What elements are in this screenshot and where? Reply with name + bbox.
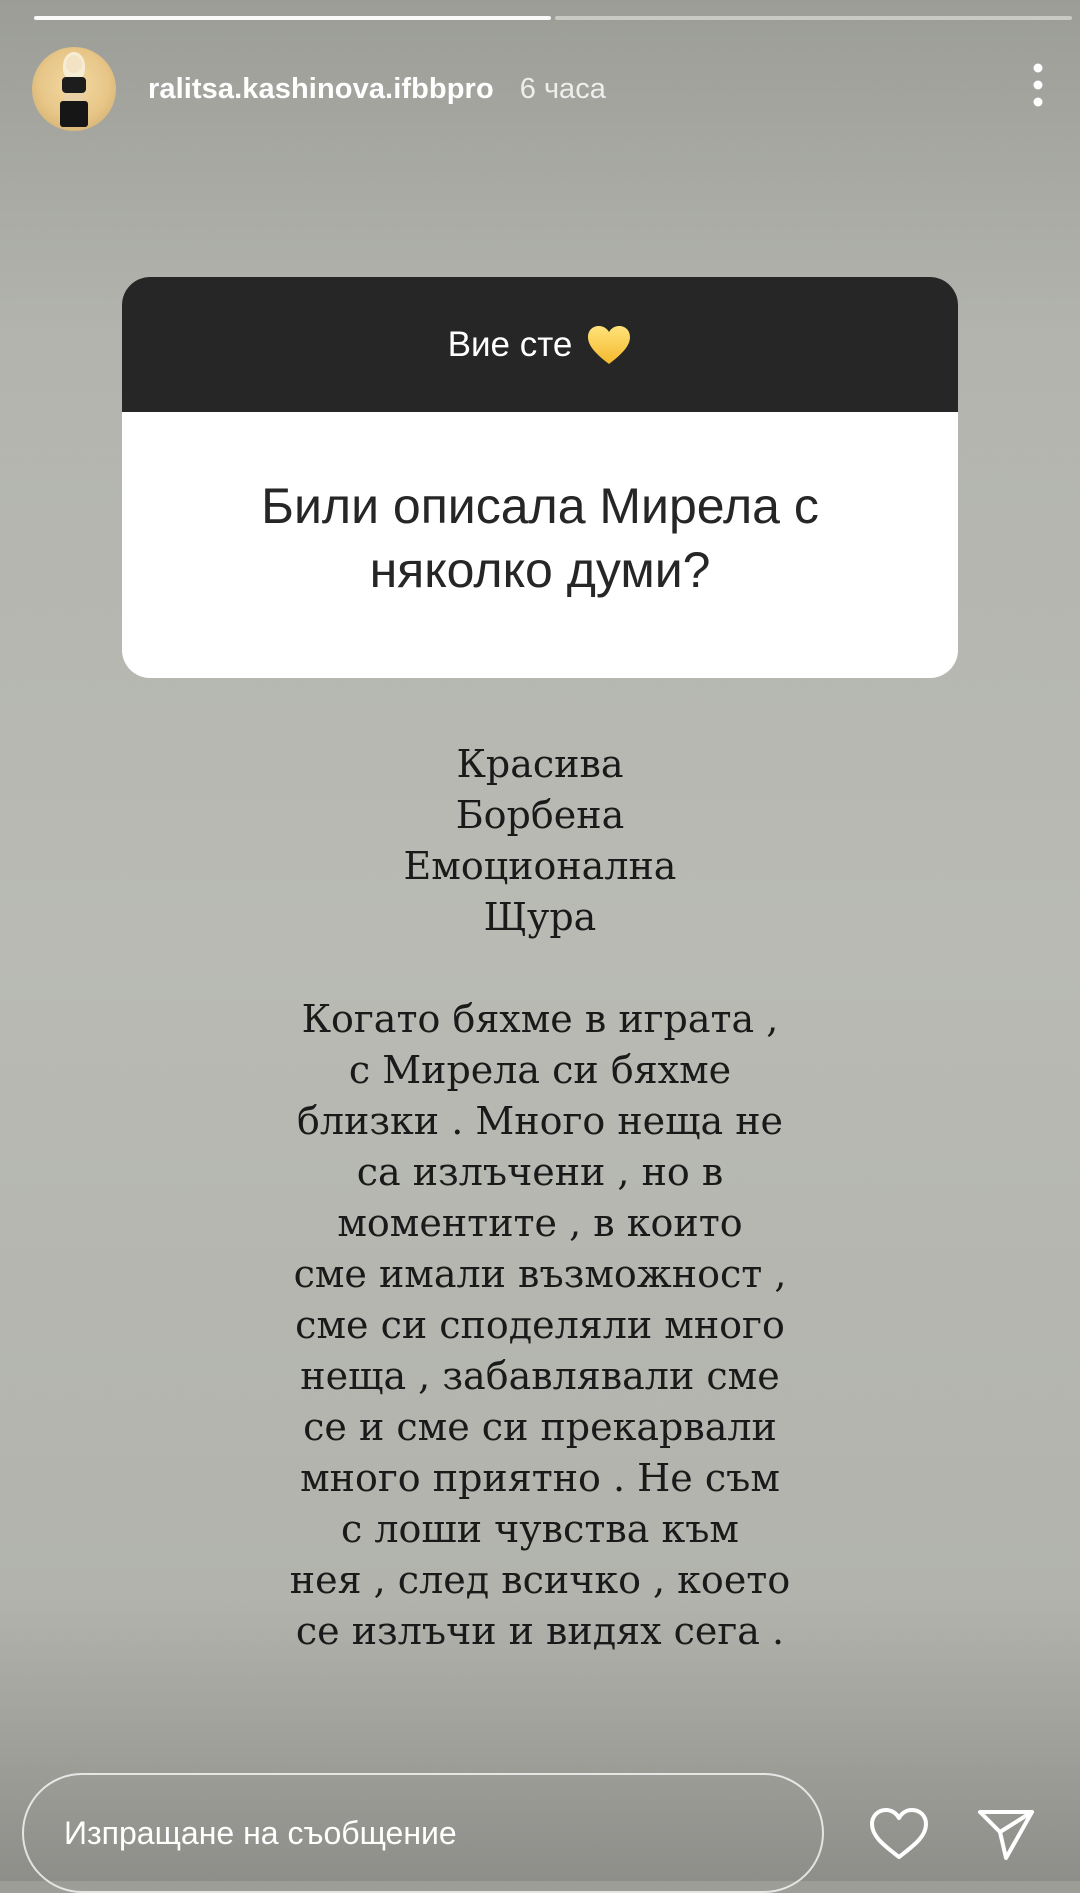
avatar-waist xyxy=(64,93,84,101)
answer-line: с Мирела си бяхме xyxy=(348,1048,732,1092)
answer-line: близки . Много неща не xyxy=(296,1099,784,1143)
question-sticker-body xyxy=(122,412,958,678)
story-progress-bar xyxy=(34,16,1072,20)
answer-line: с лоши чувства към xyxy=(341,1507,739,1551)
question-sticker-header xyxy=(122,277,958,412)
answer-line: много приятно . Не съм xyxy=(300,1456,780,1500)
reply-message-input[interactable] xyxy=(22,1773,824,1893)
send-icon[interactable] xyxy=(976,1806,1036,1862)
answer-line: моментите , в които xyxy=(337,1201,743,1245)
answer-text-block xyxy=(240,739,840,1657)
answer-spacer xyxy=(240,943,840,994)
avatar-head xyxy=(66,55,82,73)
avatar-shorts xyxy=(60,101,88,127)
heart-outline-icon[interactable] xyxy=(868,1806,930,1862)
answer-line: се излъчи и видях сега . xyxy=(295,1609,785,1653)
reply-placeholder: Изпращане на съобщение xyxy=(64,1814,457,1851)
progress-segment-2 xyxy=(555,16,1072,20)
answer-line: Когато бяхме в играта , xyxy=(301,997,779,1041)
answer-word: Емоционална xyxy=(403,844,677,888)
avatar[interactable] xyxy=(32,47,116,131)
answer-word: Борбена xyxy=(455,793,625,837)
question-text: Били описала Мирела с няколко думи? xyxy=(261,478,819,598)
answer-line: неща , забавлявали сме xyxy=(300,1354,780,1398)
answer-word: Щура xyxy=(483,895,597,939)
avatar-top xyxy=(62,77,86,93)
answer-line: сме имали възможност , xyxy=(293,1252,787,1296)
username-link[interactable]: ralitsa.kashinova.ifbbpro xyxy=(148,72,494,105)
answer-line: се и сме си прекарвали xyxy=(303,1405,777,1449)
story-header xyxy=(32,46,1048,132)
more-vertical-icon[interactable] xyxy=(1028,60,1048,110)
yellow-heart-icon xyxy=(586,324,632,366)
answer-line: са излъчени , но в xyxy=(356,1150,724,1194)
timestamp: 6 часа xyxy=(519,72,606,105)
answer-word: Красива xyxy=(456,742,624,786)
question-sticker-label: Вие сте xyxy=(447,324,573,364)
question-sticker[interactable] xyxy=(122,277,958,678)
answer-line: нея , след всичко , което xyxy=(289,1558,791,1602)
answer-line: сме си споделяли много xyxy=(295,1303,785,1347)
progress-segment-1 xyxy=(34,16,551,20)
